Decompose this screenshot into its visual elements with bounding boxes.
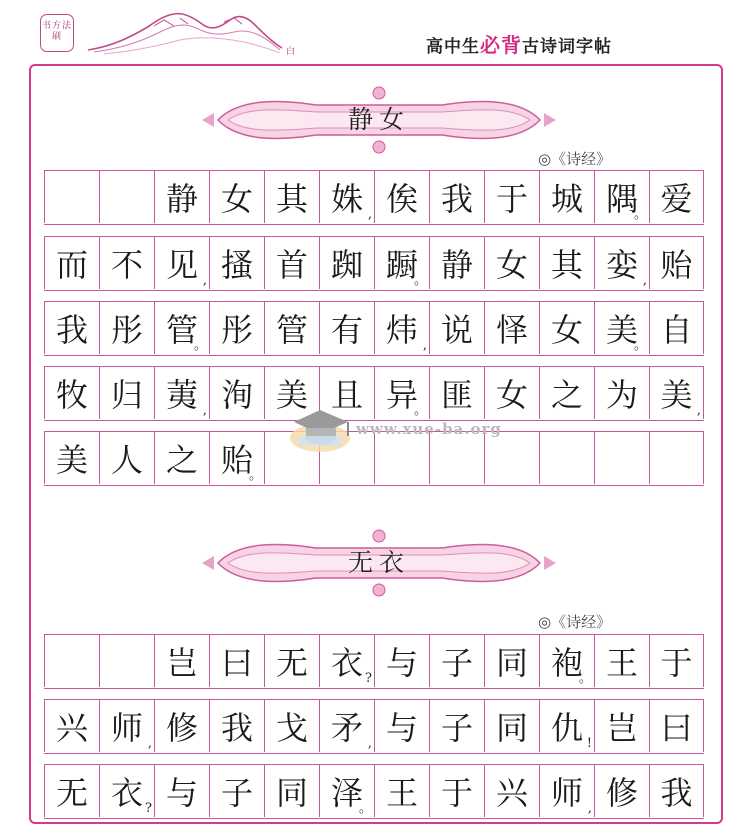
cell-character: 归 bbox=[110, 376, 143, 414]
cell-character: 无 bbox=[55, 774, 88, 812]
grid-cell bbox=[209, 432, 264, 484]
grid-cell bbox=[99, 367, 154, 419]
grid-cell bbox=[539, 635, 594, 687]
cell-character: 王 bbox=[385, 774, 418, 812]
cell-character: 修 bbox=[165, 709, 198, 747]
grid-cell bbox=[484, 700, 539, 752]
grid-cell bbox=[319, 765, 374, 817]
grid-cell bbox=[594, 765, 649, 817]
cell-character: 于 bbox=[495, 180, 528, 218]
cell-character: 曰 bbox=[220, 644, 253, 682]
grid-cell bbox=[209, 237, 264, 289]
cell-character: 我 bbox=[220, 709, 253, 747]
watermark bbox=[286, 398, 536, 458]
grid-cell bbox=[44, 700, 99, 752]
cell-character: 同 bbox=[495, 644, 528, 682]
grid-cell bbox=[429, 635, 484, 687]
grid-cell bbox=[44, 635, 99, 687]
grid-cell bbox=[209, 367, 264, 419]
grid-cell bbox=[99, 700, 154, 752]
cell-character: 仇 bbox=[550, 709, 583, 747]
cell-character: 修 bbox=[605, 774, 638, 812]
cell-character: 搔 bbox=[220, 246, 253, 284]
cell-character: 矛 bbox=[330, 709, 363, 747]
cell-character: 其 bbox=[275, 180, 308, 218]
grid-cell bbox=[44, 302, 99, 354]
grid-cell bbox=[319, 635, 374, 687]
grid-cell bbox=[264, 171, 319, 223]
cell-character: 爱 bbox=[660, 180, 693, 218]
cell-punctuation: , bbox=[147, 736, 152, 751]
cell-character: 子 bbox=[440, 644, 473, 682]
cell-character: 女 bbox=[495, 246, 528, 284]
cell-character: 匪 bbox=[440, 376, 473, 414]
grid-cell bbox=[594, 432, 649, 484]
cell-punctuation: , bbox=[367, 207, 372, 222]
grid-cell bbox=[264, 765, 319, 817]
cell-character: 同 bbox=[495, 709, 528, 747]
grid-cell bbox=[99, 432, 154, 484]
grid-cell bbox=[649, 700, 704, 752]
cell-punctuation: , bbox=[642, 273, 647, 288]
grid-cell bbox=[319, 700, 374, 752]
grid-cell bbox=[374, 237, 429, 289]
grid-cell bbox=[484, 765, 539, 817]
grid-cell bbox=[264, 302, 319, 354]
grid-cell bbox=[539, 237, 594, 289]
cell-punctuation: , bbox=[367, 736, 372, 751]
cell-punctuation: ? bbox=[365, 671, 372, 686]
grid-cell bbox=[154, 765, 209, 817]
cell-character: 王 bbox=[605, 644, 638, 682]
cell-character: 蹰 bbox=[385, 246, 418, 284]
grid-cell bbox=[429, 302, 484, 354]
publisher-logo bbox=[40, 14, 74, 52]
cell-character: 美 bbox=[275, 376, 308, 414]
grid-cell bbox=[319, 171, 374, 223]
cell-character: 俟 bbox=[385, 180, 418, 218]
cell-punctuation: 。 bbox=[633, 338, 647, 353]
poem-source: ◎《诗经》 bbox=[538, 613, 612, 631]
cell-character: 女 bbox=[550, 311, 583, 349]
grid-cell bbox=[649, 171, 704, 223]
grid-cell bbox=[594, 237, 649, 289]
grid-cell bbox=[594, 700, 649, 752]
cell-character: 有 bbox=[330, 311, 363, 349]
grid-cell bbox=[44, 432, 99, 484]
grid-cell bbox=[374, 700, 429, 752]
grid-cell bbox=[99, 302, 154, 354]
cell-punctuation: , bbox=[422, 338, 427, 353]
grid-cell bbox=[44, 367, 99, 419]
cell-character: 之 bbox=[165, 441, 198, 479]
grid-cell bbox=[209, 765, 264, 817]
grid-cell bbox=[99, 765, 154, 817]
grid-cell bbox=[429, 700, 484, 752]
cell-punctuation: 。 bbox=[413, 403, 427, 418]
cell-character: 与 bbox=[385, 644, 418, 682]
cell-character: 静 bbox=[440, 246, 473, 284]
grid-cell bbox=[154, 635, 209, 687]
cell-character: 其 bbox=[550, 246, 583, 284]
cell-character: 曰 bbox=[660, 709, 693, 747]
grid-cell bbox=[539, 171, 594, 223]
cell-character: 彤 bbox=[110, 311, 143, 349]
cell-character: 袍 bbox=[550, 644, 583, 682]
grid-cell bbox=[209, 635, 264, 687]
grid-cell bbox=[99, 635, 154, 687]
grid-cell bbox=[99, 237, 154, 289]
cell-character: 师 bbox=[550, 774, 583, 812]
cell-character: 美 bbox=[605, 311, 638, 349]
cell-punctuation: , bbox=[587, 801, 592, 816]
grid-row bbox=[44, 236, 704, 291]
cell-punctuation: 。 bbox=[633, 207, 647, 222]
cell-character: 我 bbox=[660, 774, 693, 812]
cell-punctuation: 。 bbox=[193, 338, 207, 353]
page-header bbox=[0, 0, 747, 62]
grid-cell bbox=[264, 237, 319, 289]
poem-title: 静女 bbox=[347, 105, 410, 134]
cell-character: 且 bbox=[330, 376, 363, 414]
book-title-pre: 高中生 bbox=[426, 37, 480, 57]
grid-cell bbox=[649, 635, 704, 687]
cell-character: 与 bbox=[385, 709, 418, 747]
grid-cell bbox=[319, 237, 374, 289]
cell-character: 娈 bbox=[605, 246, 638, 284]
grid-cell bbox=[264, 700, 319, 752]
grid-row bbox=[44, 699, 704, 754]
grid-row bbox=[44, 764, 704, 819]
cell-character: 炜 bbox=[385, 311, 418, 349]
grid-row bbox=[44, 634, 704, 689]
grid-cell bbox=[429, 171, 484, 223]
cell-character: 兴 bbox=[55, 709, 88, 747]
cell-character: 贻 bbox=[220, 441, 253, 479]
cell-character: 岂 bbox=[605, 709, 638, 747]
cell-character: 与 bbox=[165, 774, 198, 812]
grid-cell bbox=[484, 635, 539, 687]
cell-punctuation: , bbox=[202, 403, 207, 418]
mountain-illustration bbox=[84, 6, 284, 58]
cell-punctuation: 。 bbox=[413, 273, 427, 288]
grid-cell bbox=[154, 302, 209, 354]
cell-character: 之 bbox=[550, 376, 583, 414]
logo-text: 书方法 刷 bbox=[41, 21, 72, 42]
grid-cell bbox=[594, 367, 649, 419]
cell-punctuation: 。 bbox=[248, 468, 262, 483]
grid-cell bbox=[209, 700, 264, 752]
cell-character: 自 bbox=[660, 311, 693, 349]
cell-character: 于 bbox=[440, 774, 473, 812]
grid-cell bbox=[539, 432, 594, 484]
grid-cell bbox=[594, 635, 649, 687]
cell-character: 不 bbox=[110, 246, 143, 284]
grid-cell bbox=[99, 171, 154, 223]
cell-character: 衣 bbox=[330, 644, 363, 682]
grid-cell bbox=[429, 765, 484, 817]
cell-character: 见 bbox=[165, 246, 198, 284]
cell-punctuation: , bbox=[202, 273, 207, 288]
cell-character: 子 bbox=[220, 774, 253, 812]
cell-character: 无 bbox=[275, 644, 308, 682]
grid-row bbox=[44, 301, 704, 356]
grid-cell bbox=[649, 367, 704, 419]
grid-cell bbox=[594, 302, 649, 354]
cell-character: 同 bbox=[275, 774, 308, 812]
book-title-highlight: 必背 bbox=[480, 33, 522, 57]
poem-source: ◎《诗经》 bbox=[538, 150, 612, 168]
grid-cell bbox=[154, 367, 209, 419]
grid-cell bbox=[319, 302, 374, 354]
grid-cell bbox=[44, 237, 99, 289]
cell-character: 洵 bbox=[220, 376, 253, 414]
grid-cell bbox=[209, 171, 264, 223]
cell-character: 岂 bbox=[165, 644, 198, 682]
cell-character: 而 bbox=[55, 246, 88, 284]
grid-cell bbox=[484, 171, 539, 223]
cell-punctuation: 。 bbox=[358, 801, 372, 816]
cell-character: 兴 bbox=[495, 774, 528, 812]
cell-character: 异 bbox=[385, 376, 418, 414]
cell-character: 为 bbox=[605, 376, 638, 414]
grid-cell bbox=[649, 432, 704, 484]
cell-character: 美 bbox=[660, 376, 693, 414]
grid-cell bbox=[374, 302, 429, 354]
cell-character: 管 bbox=[275, 311, 308, 349]
grid-cell bbox=[594, 171, 649, 223]
page-tag: 白 bbox=[286, 47, 296, 57]
grid-cell bbox=[209, 302, 264, 354]
cell-character: 我 bbox=[55, 311, 88, 349]
grid-cell bbox=[539, 700, 594, 752]
book-title-post: 古诗词字帖 bbox=[522, 37, 612, 57]
cell-character: 师 bbox=[110, 709, 143, 747]
cell-character: 泽 bbox=[330, 774, 363, 812]
cell-character: 于 bbox=[660, 644, 693, 682]
grid-cell bbox=[154, 432, 209, 484]
poem-title-banner bbox=[198, 85, 560, 155]
graduation-cap-icon bbox=[286, 398, 356, 458]
cell-character: 隅 bbox=[605, 180, 638, 218]
cell-character: 说 bbox=[440, 311, 473, 349]
grid-cell bbox=[44, 765, 99, 817]
grid-cell bbox=[154, 171, 209, 223]
grid-cell bbox=[429, 237, 484, 289]
book-title bbox=[426, 32, 612, 58]
cell-character: 踟 bbox=[330, 246, 363, 284]
grid-cell bbox=[44, 171, 99, 223]
cell-character: 管 bbox=[165, 311, 198, 349]
grid-cell bbox=[484, 237, 539, 289]
cell-character: 人 bbox=[110, 441, 143, 479]
watermark-text: www.xue-ba.org bbox=[356, 420, 502, 438]
cell-character: 荑 bbox=[165, 376, 198, 414]
cell-character: 女 bbox=[220, 180, 253, 218]
grid-cell bbox=[649, 237, 704, 289]
cell-character: 姝 bbox=[330, 180, 363, 218]
cell-character: 贻 bbox=[660, 246, 693, 284]
cell-punctuation: 。 bbox=[578, 671, 592, 686]
grid-cell bbox=[374, 765, 429, 817]
cell-punctuation: ? bbox=[145, 801, 152, 816]
grid-cell bbox=[154, 700, 209, 752]
grid-cell bbox=[539, 367, 594, 419]
grid-cell bbox=[374, 635, 429, 687]
grid-cell bbox=[649, 765, 704, 817]
poem-title: 无衣 bbox=[347, 548, 410, 577]
cell-character: 我 bbox=[440, 180, 473, 218]
grid-cell bbox=[264, 635, 319, 687]
cell-character: 衣 bbox=[110, 774, 143, 812]
cell-character: 城 bbox=[550, 180, 583, 218]
cell-punctuation: ! bbox=[586, 736, 592, 751]
grid-cell bbox=[539, 302, 594, 354]
cell-character: 戈 bbox=[275, 709, 308, 747]
grid-cell bbox=[484, 302, 539, 354]
cell-character: 牧 bbox=[55, 376, 88, 414]
cell-character: 美 bbox=[55, 441, 88, 479]
cell-character: 子 bbox=[440, 709, 473, 747]
cell-character: 首 bbox=[275, 246, 308, 284]
grid-cell bbox=[649, 302, 704, 354]
cell-punctuation: , bbox=[696, 403, 701, 418]
cell-character: 女 bbox=[495, 376, 528, 414]
cell-character: 彤 bbox=[220, 311, 253, 349]
cell-character: 静 bbox=[165, 180, 198, 218]
grid-cell bbox=[374, 171, 429, 223]
cell-character: 怿 bbox=[495, 311, 528, 349]
poem-title-banner bbox=[198, 528, 560, 598]
grid-row bbox=[44, 170, 704, 225]
grid-cell bbox=[154, 237, 209, 289]
grid-cell bbox=[539, 765, 594, 817]
